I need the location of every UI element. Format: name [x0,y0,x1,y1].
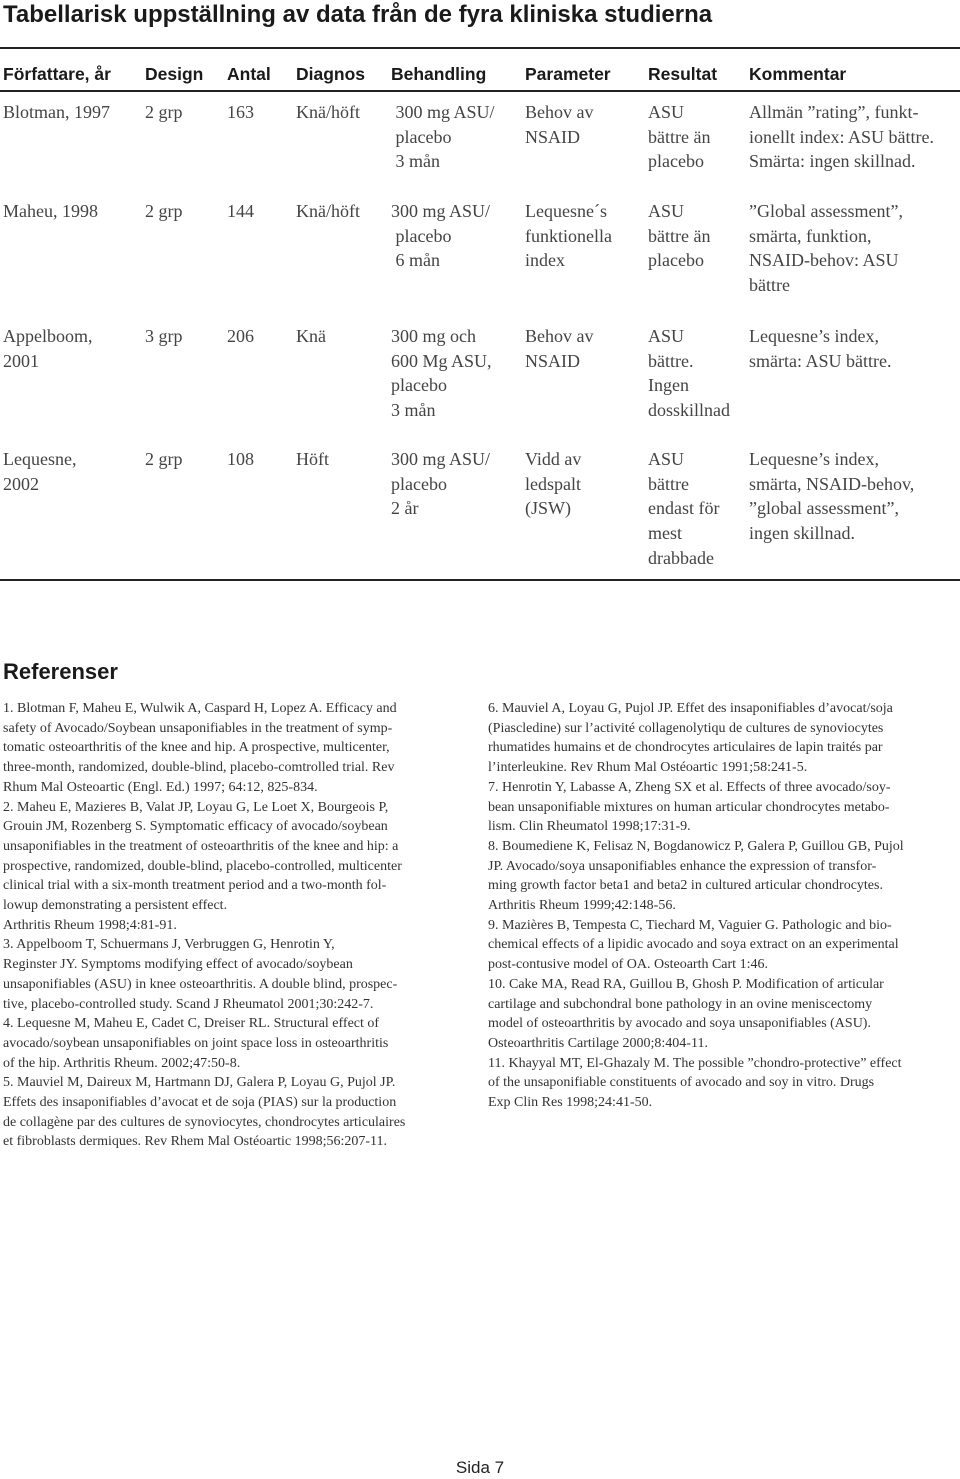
cell-result: ASU bättre endast för mest drabbade [648,449,720,568]
top-divider [0,47,960,49]
header-cell-author: Författare, år [3,64,111,84]
reference-item: 11. Khayyal MT, El-Ghazaly M. The possible ”chondro-protective” effect of the unsaponifiable constituents of avocado and soy in vitro. Drugs Exp Clin Res 1998;24:41-50. [488,1055,902,1111]
cell-parameter: Behov av NSAID [525,102,594,147]
table-header-row [0,60,960,88]
reference-item: 8. Boumediene K, Felisaz N, Bogdanowicz P, Galera P, Guillou GB, Pujol JP. Avocado/soya unsaponifiables enhance the expression of transfor- ming growth factor beta1 and beta2 in cultured articular chondrocytes. Arthritis Rheum 1999;42:148-56. [488,838,904,914]
cell-author: Lequesne, 2002 [3,449,77,494]
cell-diagnosis: Knä [296,326,326,346]
reference-item: 7. Henrotin Y, Labasse A, Zheng SX et al. Effects of three avocado/soy- bean unsaponifiable mixtures on human articular chondrocytes metabo- lism. Clin Rheumatol 1998;17:31-9. [488,779,891,835]
reference-item: 5. Mauviel M, Daireux M, Hartmann DJ, Galera P, Loyau G, Pujol JP. Effets des insaponifiables d’avocat et de soja (PIAS) sur la production de collagène par des cultures de synoviocytes, chondrocytes articulaires et fibroblasts dermiques. Rev Rhem Mal Ostéoartic 1998;56:207-11. [3,1075,406,1150]
page-number: Sida 7 [455,1458,505,1477]
cell-author: Maheu, 1998 [3,201,98,221]
cell-design: 3 grp [145,326,183,346]
table-bottom-divider [0,579,960,581]
cell-author: Blotman, 1997 [3,102,110,122]
cell-comment: Lequesne’s index, smärta: ASU bättre. [749,326,892,371]
cell-count: 163 [227,102,254,122]
cell-treatment: 300 mg ASU/ placebo 6 mån [391,201,491,271]
cell-comment: ”Global assessment”, smärta, funktion, NSAID-behov: ASU bättre [749,201,903,296]
cell-count: 108 [227,449,254,469]
reference-item: 2. Maheu E, Mazieres B, Valat JP, Loyau G, Le Loet X, Bourgeois P, Grouin JM, Rozenberg S. Symptomatic efficacy of avocado/soybean unsaponifiables in the treatment of osteoarthritis of the knee and hip: a prospective, randomized, double-blind, placebo-controlled, multicenter clinical trial with a six-month treatment period and a two-month fol- lowup demonstrating a persistent effect. Arthritis Rheum 1998;4:81-91. [3,799,402,933]
cell-treatment: 300 mg och 600 Mg ASU, placebo 3 mån [391,326,492,421]
header-divider [0,90,960,92]
references-heading: Referenser [3,659,118,684]
cell-parameter: Lequesne´s funktionella index [525,201,612,271]
cell-treatment: 300 mg ASU/ placebo 3 mån [395,102,495,172]
header-cell-parameter: Parameter [525,64,611,84]
cell-diagnosis: Knä/höft [296,201,360,221]
header-cell-result: Resultat [648,64,718,84]
reference-item: 10. Cake MA, Read RA, Guillou B, Ghosh P. Modification of articular cartilage and subchondral bone pathology in an ovine meniscectomy model of osteoarthritis by avocado and soya unsaponifiables (ASU). Osteoarthritis Cartilage 2000;8:404-11. [488,976,884,1051]
cell-design: 2 grp [145,102,183,122]
cell-parameter: Vidd av ledspalt (JSW) [525,449,582,519]
header-cell-treatment: Behandling [391,64,487,84]
cell-comment: Allmän ”rating”, funkt- ionellt index: ASU bättre. Smärta: ingen skillnad. [749,102,934,172]
page-title: Tabellarisk uppställning av data från de fyra kliniska studierna [3,1,713,28]
cell-diagnosis: Höft [296,449,329,469]
cell-design: 2 grp [145,201,183,221]
reference-item: 3. Appelboom T, Schuermans J, Verbruggen G, Henrotin Y, Reginster JY. Symptoms modifying effect of avocado/soybean unsaponifiables (ASU) in knee osteoarthritis. A double blind, prospec- tive, placebo-controlled study. Scand J Rheumatol 2001;30:242-7. [3,937,398,1012]
cell-result: ASU bättre än placebo [648,102,711,172]
cell-count: 206 [227,326,254,346]
header-cell-design: Design [145,64,204,84]
cell-treatment: 300 mg ASU/ placebo 2 år [391,449,491,519]
header-cell-diagnosis: Diagnos [296,64,366,84]
reference-item: 4. Lequesne M, Maheu E, Cadet C, Dreiser RL. Structural effect of avocado/soybean unsaponifiables on joint space loss in osteoarthritis of the hip. Arthritis Rheum. 2002;47:50-8. [3,1016,389,1071]
reference-item: 9. Mazières B, Tempesta C, Tiechard M, Vaguier G. Pathologic and bio- chemical effects of a lipidic avocado and soya extract on an experimental post-contusive model of OA. Osteoarth Cart 1:46. [488,917,899,973]
cell-result: ASU bättre än placebo [648,201,711,271]
reference-item: 1. Blotman F, Maheu E, Wulwik A, Caspard H, Lopez A. Efficacy and safety of Avocado/Soybean unsaponifiables in the treatment of symp- tomatic osteoarthritis of the knee and hip. A prospective, multicenter, three-month, randomized, double-blind, placebo-comtrolled trial. Rev Rhum Mal Osteoartic (Engl. Ed.) 1997; 64:12, 825-834. [3,701,397,795]
references-right-column [488,699,958,1113]
cell-author: Appelboom, 2001 [3,326,93,371]
reference-item: 6. Mauviel A, Loyau G, Pujol JP. Effet des insaponifiables d’avocat/soja (Piascledine) sur l’activité collagenolytiqu de cultures de synoviocytes rhumatides humains et de chondrocytes articulaires de lapin traités par l’interleukine. Rev Rhum Mal Ostéoartic 1991;58:241-5. [488,701,893,776]
cell-count: 144 [227,201,254,221]
cell-result: ASU bättre. Ingen dosskillnad [648,326,731,421]
cell-comment: Lequesne’s index, smärta, NSAID-behov, ”global assessment”, ingen skillnad. [749,449,915,544]
cell-parameter: Behov av NSAID [525,326,594,371]
header-cell-count: Antal [227,64,271,84]
header-cell-comment: Kommentar [749,64,847,84]
cell-diagnosis: Knä/höft [296,102,360,122]
references-left-column [3,699,473,1152]
cell-design: 2 grp [145,449,183,469]
